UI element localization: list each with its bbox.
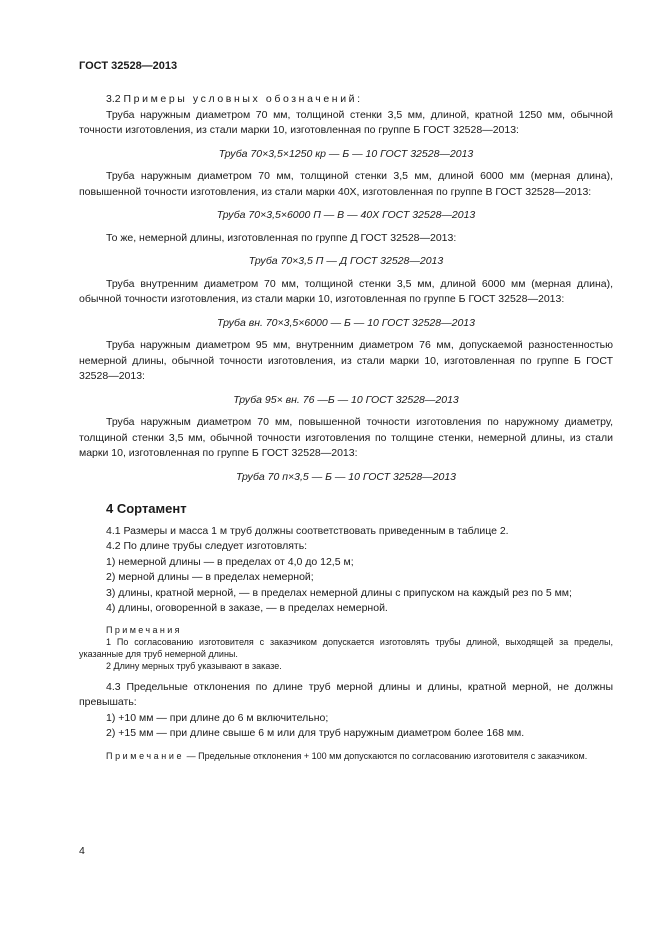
example-4-text: Труба внутренним диаметром 70 мм, толщиной стенки 3,5 мм, длиной 6000 мм (мерная длина), обычной точности изготовления, из стали марки 10, изготовленная по группе Б ГОСТ 32528—2013: <box>79 277 613 305</box>
example-4-designation: Труба вн. 70×3,5×6000 — Б — 10 ГОСТ 32528—2013 <box>217 316 475 329</box>
length-list-item: 4) длины, оговоренной в заказе, — в пределах немерной. <box>106 602 388 614</box>
final-note <box>79 750 613 762</box>
note-2: 2 Длину мерных труб указывают в заказе. <box>106 660 282 671</box>
notes-heading: Примечания <box>106 624 182 635</box>
document-code-header: ГОСТ 32528—2013 <box>79 60 178 72</box>
examples-heading-text: Примеры условных обозначений: <box>123 93 363 105</box>
length-list-item: 1) немерной длины — в пределах от 4,0 до 12,5 м; <box>106 555 354 568</box>
example-1-text: Труба наружным диаметром 70 мм, толщиной стенки 3,5 мм, длиной, кратной 1250 мм, обычной точности изготовления, из стали марки 10, изготовленная по группе Б ГОСТ 32528—2013: <box>79 108 613 136</box>
example-6-text: Труба наружным диаметром 70 мм, повышенной точности изготовления по наружному диаметру, толщиной стенки 3,5 мм, обычной точности изготовления по толщине стенки, немерной длины, из стали марки 10, изготовленная по группе Б ГОСТ 32528—2013: <box>79 416 613 459</box>
example-2-designation: Труба 70×3,5×6000 П — В — 40Х ГОСТ 32528—2013 <box>216 209 476 221</box>
note-1: 1 По согласованию изготовителя с заказчиком допускается изготовлять трубы длиной, выходящей за пределы, указанные для труб немерной длины. <box>79 636 613 659</box>
section-4-title: 4 Сортамент <box>106 501 187 516</box>
examples-heading-number: 3.2 <box>106 93 124 105</box>
clause-4-1: 4.1 Размеры и масса 1 м труб должны соответствовать приведенным в таблице 2. <box>106 524 509 537</box>
example-3-designation: Труба 70×3,5 П — Д ГОСТ 32528—2013 <box>248 255 444 267</box>
example-3-text: То же, немерной длины, изготовленная по группе Д ГОСТ 32528—2013: <box>106 231 457 244</box>
examples-heading <box>79 92 613 108</box>
length-list-item: 3) длины, кратной мерной, — в пределах немерной длины с припуском на каждый рез по 5 мм; <box>106 586 572 599</box>
clause-4-2: 4.2 По длине трубы следует изготовлять: <box>106 540 308 552</box>
example-2-text: Труба наружным диаметром 70 мм, толщиной стенки 3,5 мм, длиной 6000 мм (мерная длина), повышенной точности изготовления, из стали марки 40Х, изготовленная по группе В ГОСТ 32528—2013: <box>79 170 613 198</box>
final-note-text: — Предельные отклонения + 100 мм допускаются по согласованию изготовителя с заказчиком. <box>184 750 588 761</box>
page-number: 4 <box>79 845 85 857</box>
page-content <box>79 92 613 762</box>
example-5-designation: Труба 95× вн. 76 —Б — 10 ГОСТ 32528—2013 <box>233 393 459 406</box>
tolerance-list-item: 2) +15 мм — при длине свыше 6 м или для труб наружным диаметром более 168 мм. <box>106 727 525 739</box>
example-1-designation: Труба 70×3,5×1250 кр — Б — 10 ГОСТ 32528—2013 <box>218 147 474 160</box>
clause-4-3: 4.3 Предельные отклонения по длине труб мерной длины и длины, кратной мерной, не должны превышать: <box>79 680 613 708</box>
example-6-designation: Труба 70 п×3,5 — Б — 10 ГОСТ 32528—2013 <box>235 470 457 483</box>
example-5-text: Труба наружным диаметром 95 мм, внутренним диаметром 76 мм, допускаемой разностенностью немерной длины, обычной точности изготовления, из стали марки 10, изготовленная по группе Б ГОСТ 32528—2013: <box>79 339 613 382</box>
final-note-label: Примечание <box>106 750 185 761</box>
length-list-item: 2) мерной длины — в пределах немерной; <box>106 571 314 583</box>
tolerance-list-item: 1) +10 мм — при длине до 6 м включительно; <box>106 711 329 724</box>
